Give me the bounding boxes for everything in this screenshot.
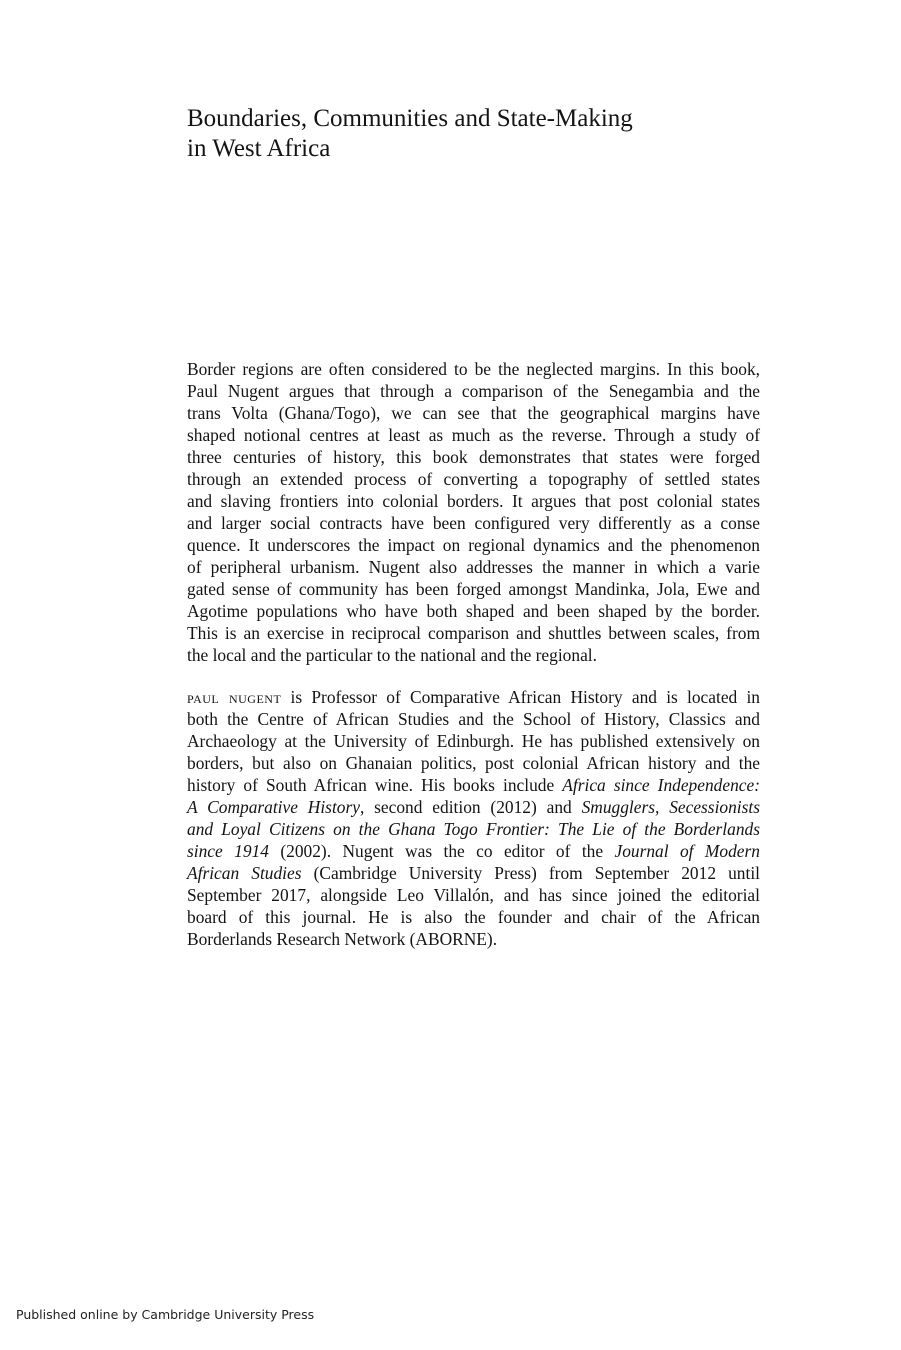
bio-line (187, 862, 760, 884)
bio-text: is Professor of Comparative African History and is located in (281, 687, 761, 707)
book-title-italic: since 1914 (187, 841, 269, 861)
bio-line (187, 796, 760, 818)
bio-line: Borderlands Research Network (ABORNE). (187, 929, 498, 949)
book-title-italic: Africa since Independence: (562, 775, 761, 795)
description-line: three centuries of history, this book demonstrates that states were forged (187, 447, 760, 467)
description-line: gated sense of community has been forged amongst Mandinka, Jola, Ewe and (187, 579, 760, 599)
bio-line (187, 686, 760, 708)
description-line: Border regions are often considered to be the neglected margins. In this book, (187, 359, 760, 379)
bio-line (187, 774, 760, 796)
bio-line (187, 818, 760, 840)
description-line: and larger social contracts have been configured very differently as a conse (187, 513, 760, 533)
bio-line: Archaeology at the University of Edinburgh. He has published extensively on (187, 731, 760, 751)
bio-text: history of South African wine. His books include (187, 775, 563, 795)
description-line: the local and the particular to the national and the regional. (187, 645, 597, 665)
journal-title-italic: African Studies (187, 863, 302, 883)
description-line: Agotime populations who have both shaped and been shaped by the border. (187, 601, 760, 621)
author-bio (187, 686, 760, 950)
description-line: quence. It underscores the impact on regional dynamics and the phenomenon (187, 535, 760, 555)
description-line: through an extended process of converting a topography of settled states (187, 469, 760, 489)
bio-line: borders, but also on Ghanaian politics, post colonial African history and the (187, 753, 760, 773)
title-line-2: in West Africa (187, 135, 331, 162)
book-title-italic: A Comparative History (187, 797, 360, 817)
bio-line: board of this journal. He is also the founder and chair of the African (187, 907, 760, 927)
bio-text: (Cambridge University Press) from September 2012 until (301, 863, 761, 883)
title-line-1: Boundaries, Communities and State-Making (187, 105, 633, 132)
bio-line (187, 840, 760, 862)
bio-line: both the Centre of African Studies and the School of History, Classics and (187, 709, 760, 729)
book-description (187, 358, 760, 666)
bio-text: , second edition (2012) and (359, 797, 582, 817)
bio-line: September 2017, alongside Leo Villalón, and has since joined the editorial (187, 885, 760, 905)
author-name: paul nugent (187, 687, 282, 707)
description-line: This is an exercise in reciprocal comparison and shuttles between scales, from (187, 623, 760, 643)
description-line: shaped notional centres at least as much as the reverse. Through a study of (187, 425, 760, 445)
book-title-italic: and Loyal Citizens on the Ghana Togo Frontier: The Lie of the Borderlands (187, 819, 760, 839)
description-line: trans Volta (Ghana/Togo), we can see that the geographical margins have (187, 403, 760, 423)
bio-text: (2002). Nugent was the co editor of the (268, 841, 615, 861)
publisher-footer: Published online by Cambridge University Press (16, 1307, 315, 1322)
book-title (187, 104, 787, 164)
book-title-italic: Smugglers, Secessionists (581, 797, 760, 817)
description-line: Paul Nugent argues that through a comparison of the Senegambia and the (187, 381, 760, 401)
description-line: of peripheral urbanism. Nugent also addresses the manner in which a varie (187, 557, 760, 577)
description-line: and slaving frontiers into colonial borders. It argues that post colonial states (187, 491, 760, 511)
journal-title-italic: Journal of Modern (614, 841, 760, 861)
